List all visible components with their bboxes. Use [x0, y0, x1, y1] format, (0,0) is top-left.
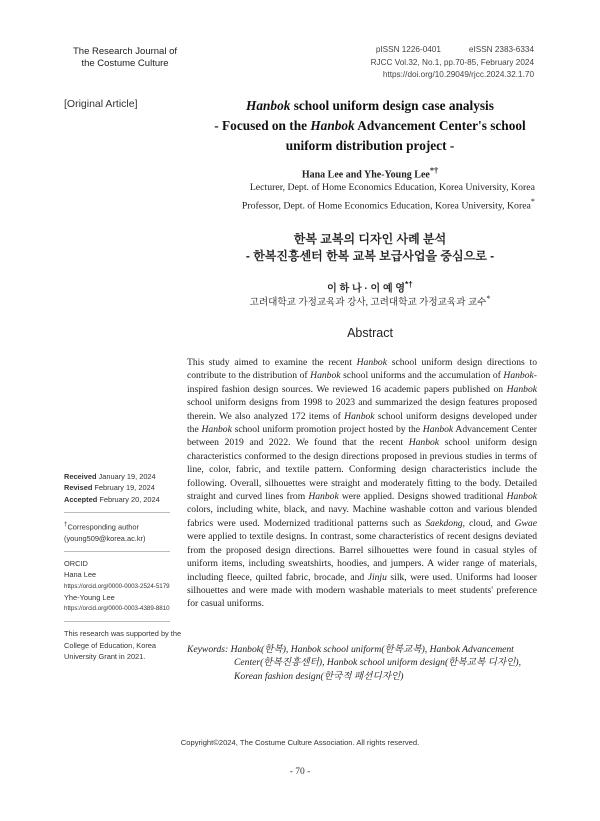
affiliation-2: Professor, Dept. of Home Economics Education, Korea University, Korea	[241, 200, 531, 212]
abstract-italic: Saekdong	[425, 517, 463, 529]
affiliation-1: Lecturer, Dept. of Home Economics Education, Korea University, Korea	[249, 182, 535, 193]
abstract-italic: Hanbok	[201, 424, 232, 436]
authors	[180, 166, 560, 180]
abstract-text: school uniform design directions to contribute to the distribution of	[187, 357, 537, 382]
abstract-italic: Hanbok	[506, 491, 537, 503]
abstract-italic: Gwae	[514, 517, 537, 529]
abstract-italic: Hanbok	[506, 383, 537, 395]
author-names: Hana Lee and Yhe-Young Lee	[301, 169, 430, 181]
pissn: pISSN 1226-0401	[375, 45, 441, 54]
article-type: [Original Article]	[64, 98, 138, 110]
keywords-line3: Korean fashion design(한국적 패션디자인)	[234, 670, 404, 682]
keywords-label: Keywords:	[187, 644, 229, 655]
abstract-body	[187, 356, 537, 611]
abstract-text: school uniforms and the accumulation of	[340, 370, 504, 382]
accepted-date: February 20, 2024	[99, 494, 160, 504]
title-line2-rest: Advancement Center's school	[354, 118, 526, 133]
publication-meta	[371, 44, 534, 82]
abstract-italic: Hanbok	[422, 424, 454, 436]
journal-name	[40, 46, 210, 69]
orcid2-name: Yhe-Young Lee	[64, 592, 115, 602]
abstract-text: -inspired fashion design sources. We reviewed 16 academic papers published on	[187, 370, 537, 395]
abstract-text: Advancement Center between 2019 and 2022. We found that the recent	[187, 424, 537, 449]
korean-author-sup: *†	[405, 279, 413, 289]
korean-title-line1: 한복 교복의 디자인 사례 분석	[293, 232, 447, 246]
korean-authors	[180, 279, 560, 294]
abstract-text: school uniform designs from 1998 to 2023 and summarized the design features proposed therein. We also analyzed 172 items of	[187, 397, 537, 422]
affiliation-2-sup: *	[530, 197, 535, 206]
abstract-italic: Hanbok	[408, 437, 440, 449]
received-date: January 19, 2024	[98, 472, 156, 481]
abstract-text: were applied. Designs showed traditional	[338, 491, 507, 503]
korean-title	[180, 231, 560, 265]
journal-name-line1: The Research Journal of	[72, 46, 178, 57]
funding-note: This research was supported by the College of Education, Korea University Grant in 2021.	[64, 629, 182, 662]
eissn: eISSN 2383-6334	[468, 45, 534, 54]
orcid-label: ORCID	[64, 558, 88, 568]
abstract-italic: Hanbok	[308, 491, 339, 503]
corresponding-sup: †	[64, 520, 68, 528]
divider	[64, 512, 170, 513]
revised-label: Revised	[64, 483, 93, 493]
abstract-italic: Hanbok	[356, 357, 387, 368]
abstract-italic: Hanbok	[344, 410, 375, 422]
divider	[64, 551, 170, 552]
orcid2-url[interactable]: https://orcid.org/0000-0003-4389-8810	[64, 605, 170, 613]
korean-affiliation	[180, 294, 560, 308]
abstract-heading: Abstract	[347, 326, 393, 340]
korean-affiliation-text: 고려대학교 가정교육과 강사, 고려대학교 가정교육과 교수	[249, 297, 487, 309]
abstract-text: school uniform promotion project hosted by the	[231, 424, 423, 436]
title-line2-pre: - Focused on the	[214, 118, 311, 133]
orcid1-name: Hana Lee	[64, 570, 97, 580]
accepted-label: Accepted	[64, 494, 98, 504]
abstract-italic: Jinju	[367, 571, 387, 583]
keywords-line2: Center(한복진흥센터), Hanbok school uniform design(한복교복 디자인),	[234, 657, 522, 669]
abstract-text: school uniform design characteristics conformed to the design directions proposed in previous studies in terms of line, color, fabric, and textile pattern. Conforming design characteristics include the following. Overall, silhouettes were straight and moderately fitting to the body. Detailed straight and curved lines from	[187, 437, 537, 503]
abstract-italic: Hanbok	[310, 370, 341, 382]
received-label: Received	[64, 472, 97, 481]
paper-title	[180, 96, 560, 156]
affiliations	[170, 181, 535, 213]
abstract-text: were applied to textile designs. In contrast, some characteristics of recent designs deviated from the proposed design directions. Barrel silhouettes were found in casual styles of uniform items, including sweatshirts, hoodies, and jumpers. A wider range of materials, including fleece, quilted fabric, brocade, and	[187, 531, 537, 583]
abstract-text: silk, were used. Uniforms had looser silhouettes and were made with modern washable materials to meet students' preference for casual uniforms.	[187, 571, 537, 610]
korean-author-names: 이 하 나 · 이 예 영	[327, 283, 406, 295]
revised-date: February 19, 2024	[94, 483, 155, 493]
journal-name-line2: the Costume Culture	[81, 57, 169, 69]
korean-affiliation-sup: *	[486, 294, 491, 303]
divider	[64, 621, 170, 622]
abstract-text: , cloud, and	[462, 517, 515, 529]
abstract-text: school uniform designs developed under the	[187, 410, 538, 436]
article-sidebar	[64, 471, 182, 669]
volume-info: RJCC Vol.32, No.1, pp.70-85, February 2024	[370, 57, 534, 67]
copyright: Copyright©2024, The Costume Culture Association. All rights reserved.	[180, 738, 420, 747]
corresponding-email[interactable]: (young509@korea.ac.kr)	[64, 533, 146, 543]
corresponding-label: Corresponding author	[67, 522, 139, 532]
orcid1-url[interactable]: https://orcid.org/0000-0003-2524-5179	[64, 582, 170, 590]
title-line3: uniform distribution project -	[285, 138, 455, 153]
abstract-text: This study aimed to examine the recent	[187, 357, 357, 368]
abstract-text: colors, including white, black, and navy. Machine washable cotton and various blended fabrics were used. Modernized traditional patterns such as	[187, 504, 537, 529]
keywords	[187, 643, 537, 683]
title-italic-1: Hanbok	[246, 98, 291, 113]
page-number: - 70 -	[289, 767, 311, 777]
doi-link[interactable]: https://doi.org/10.29049/rjcc.2024.32.1.70	[382, 70, 534, 79]
author-sup: *†	[429, 166, 439, 175]
keywords-line1: Hanbok(한복), Hanbok school uniform(한복교복), Hanbok Advancement	[230, 644, 514, 655]
korean-title-line2: - 한복진흥센터 한복 교복 보급사업을 중심으로 -	[245, 249, 495, 263]
abstract-italic: Hanbok	[503, 370, 534, 382]
title-line1: school uniform design case analysis	[290, 98, 494, 113]
title-italic-2: Hanbok	[310, 118, 355, 133]
